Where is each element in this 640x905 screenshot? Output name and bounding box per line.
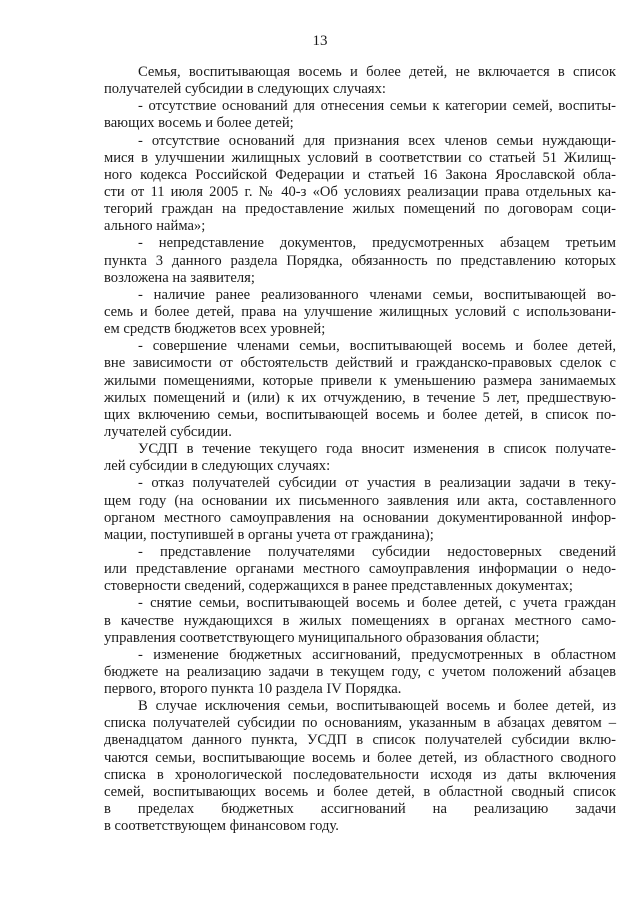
text-line: в пределах бюджетных ассигнований на реализацию задачи xyxy=(104,801,616,818)
text-line: - непредставление документов, предусмотренных абзацем третьим xyxy=(138,235,616,252)
text-line: получателей субсидии в следующих случаях: xyxy=(104,81,386,98)
text-line: вне зависимости от обстоятельств действий и гражданско-правовых сделок с xyxy=(104,355,616,372)
text-line: семей, воспитывающих восемь и более детей, в областной сводный список xyxy=(104,783,616,800)
text-line: управления соответствующего муниципального образования области; xyxy=(104,629,540,646)
text-line: возложена на заявителя; xyxy=(104,269,255,286)
text-line: - совершение членами семьи, воспитывающей восемь и более детей, xyxy=(138,338,616,355)
text-line: пункта 3 данного раздела Порядка, обязанность по представлению которых xyxy=(104,252,616,269)
paragraph xyxy=(104,98,616,132)
text-line: лучателей субсидии. xyxy=(104,423,232,440)
text-line: первого, второго пункта 10 раздела IV Порядка. xyxy=(104,681,402,698)
text-line: мися в улучшении жилищных условий в соответствии со статьей 51 Жилищ- xyxy=(104,149,616,166)
text-line: в соответствующем финансовом году. xyxy=(104,818,339,835)
text-line: семь и более детей, права на улучшение жилищных условий с использовани- xyxy=(104,303,616,320)
text-line: - отказ получателей субсидии от участия в реализации задачи в теку- xyxy=(138,475,616,492)
paragraph xyxy=(104,544,616,595)
text-line: - наличие ранее реализованного членами семьи, воспитывающей во- xyxy=(138,286,616,303)
text-line: Семья, воспитывающая восемь и более детей, не включается в список xyxy=(138,64,616,80)
text-line: чаются семьи, воспитывающие восемь и более детей, из областного сводного xyxy=(104,749,616,766)
text-line: щем году (на основании их письменного заявления или акта, составленного xyxy=(104,492,616,509)
text-line: вающих восемь и более детей; xyxy=(104,115,294,132)
paragraph xyxy=(104,475,616,544)
text-line: ального найма»; xyxy=(104,218,206,235)
text-line: органом местного самоуправления на основании документированной инфор- xyxy=(104,509,616,526)
paragraph xyxy=(104,235,616,286)
document-body xyxy=(104,64,616,835)
text-line: тегорий граждан на предоставление жилых помещений по договорам соци- xyxy=(104,201,616,218)
text-line: ного кодекса Российской Федерации и статьей 16 Закона Ярославской обла- xyxy=(104,166,616,183)
text-line: - изменение бюджетных ассигнований, предусмотренных в областном xyxy=(138,646,616,663)
paragraph xyxy=(104,287,616,338)
text-line: списка получателей субсидии по основаниям, указанным в абзацах девятом – xyxy=(104,715,616,732)
text-line: мации, поступившей в органы учета от гражданина); xyxy=(104,526,434,543)
text-line: двенадцатом данного пункта, УСДП в список получателей субсидии вклю- xyxy=(104,732,616,749)
paragraph xyxy=(104,64,616,98)
text-line: в качестве нуждающихся в жилых помещениях в органах местного само- xyxy=(104,612,616,629)
paragraph xyxy=(104,133,616,236)
text-line: бюджете на реализацию задачи в текущем году, с учетом положений абзацев xyxy=(104,663,616,680)
text-line: ем средств бюджетов всех уровней; xyxy=(104,321,326,338)
text-line: жилыми помещениями, которые привели к уменьшению размера занимаемых xyxy=(104,372,616,389)
text-line: сти от 11 июля 2005 г. № 40-з «Об условиях реализации права отдельных ка- xyxy=(104,183,616,200)
text-line: или представление органами местного самоуправления информации о недо- xyxy=(104,561,616,578)
page-number: 13 xyxy=(312,33,328,49)
text-line: лей субсидии в следующих случаях: xyxy=(104,458,331,475)
text-line: УСДП в течение текущего года вносит изменения в список получате- xyxy=(138,441,616,458)
paragraph xyxy=(104,441,616,475)
paragraph xyxy=(104,698,616,835)
text-line: В случае исключения семьи, воспитывающей восемь и более детей, из xyxy=(138,698,616,715)
text-line: щих включению семьи, воспитывающей восемь и более детей, в список по- xyxy=(104,406,616,423)
text-line: - отсутствие оснований для признания всех членов семьи нуждающи- xyxy=(138,132,616,149)
text-line: жилых помещений и (или) к их отчуждению, в течение 5 лет, предшествую- xyxy=(104,389,616,406)
text-line: списка в хронологической последовательности исходя из даты включения xyxy=(104,766,616,783)
paragraph xyxy=(104,338,616,441)
paragraph xyxy=(104,647,616,698)
text-line: - снятие семьи, воспитывающей восемь и более детей, с учета граждан xyxy=(138,595,616,612)
paragraph xyxy=(104,595,616,646)
text-line: - представление получателями субсидии недостоверных сведений xyxy=(138,543,616,560)
text-line: стоверности сведений, содержащихся в ранее представленных документах; xyxy=(104,578,573,595)
text-line: - отсутствие оснований для отнесения семьи к категории семей, воспиты- xyxy=(138,98,616,115)
